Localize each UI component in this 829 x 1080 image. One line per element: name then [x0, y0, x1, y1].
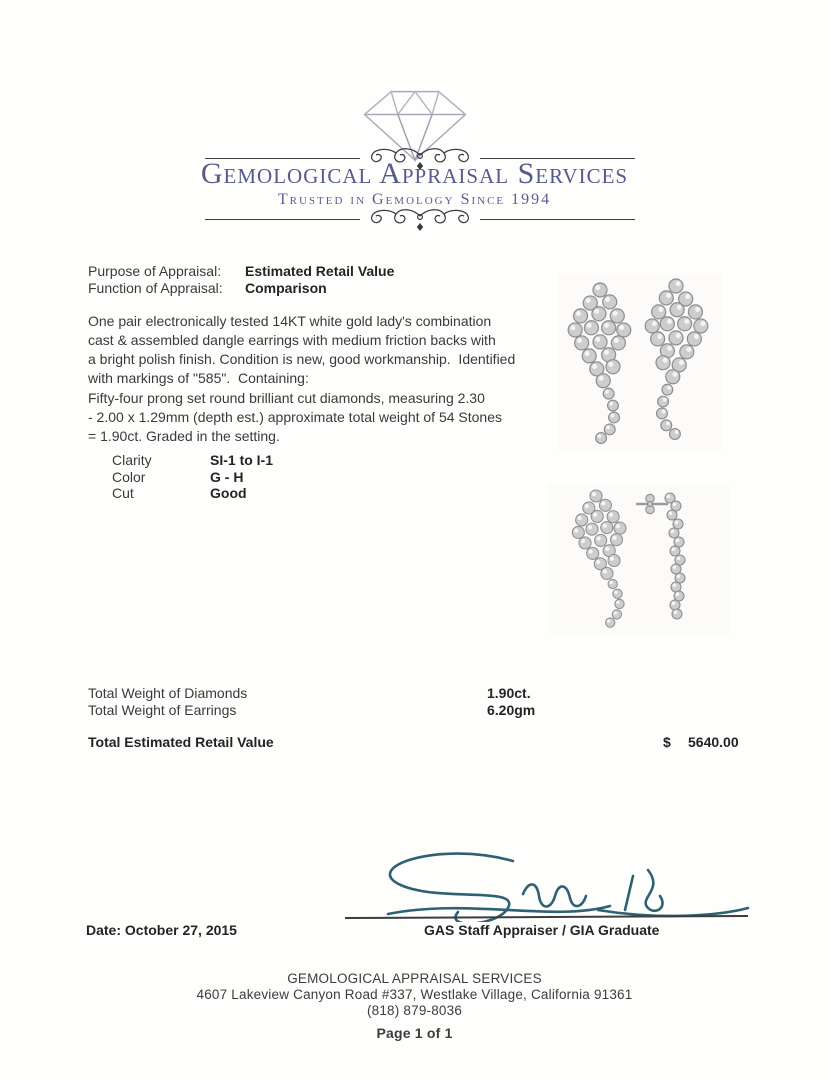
- grade-row-clarity: [112, 452, 273, 469]
- purpose-label: Purpose of Appraisal:: [88, 263, 222, 279]
- brand-title: Gemological Appraisal Services: [200, 157, 629, 190]
- brand-tagline: Trusted in Gemology Since 1994: [277, 191, 552, 208]
- earrings-front-pair-photo: [558, 274, 722, 450]
- header-divider-bottom: [205, 207, 635, 231]
- description-line: One pair electronically tested 14KT white gold lady's combination: [88, 313, 492, 329]
- total-weight-earrings-value: 6.20gm: [487, 702, 536, 718]
- handwritten-signature: [348, 846, 753, 922]
- grade-value: G - H: [210, 468, 244, 485]
- description-line: cast & assembled dangle earrings with medium friction backs with: [88, 332, 496, 348]
- description-line: = 1.90ct. Graded in the setting.: [88, 428, 280, 444]
- description-line: with markings of "585". Containing:: [88, 370, 309, 386]
- function-value: Comparison: [245, 280, 327, 296]
- purpose-value: Estimated Retail Value: [245, 263, 395, 279]
- grade-label: Cut: [112, 485, 134, 501]
- total-weight-diamonds-value: 1.90ct.: [487, 685, 531, 701]
- footer-phone: (818) 879-8036: [366, 1003, 463, 1018]
- grade-label: Clarity: [112, 452, 152, 468]
- total-weight-diamonds-label: Total Weight of Diamonds: [88, 685, 248, 701]
- divider-rule-right: [480, 219, 635, 220]
- total-retail-value-amount: 5640.00: [688, 734, 739, 750]
- grade-value: SI-1 to I-1: [210, 452, 274, 468]
- divider-rule-left: [205, 219, 360, 220]
- function-label: Function of Appraisal:: [88, 280, 223, 296]
- date-text: Date: October 27, 2015: [86, 922, 237, 938]
- grade-label: Color: [112, 468, 146, 485]
- total-retail-value-label: Total Estimated Retail Value: [88, 734, 274, 750]
- footer-company: GEMOLOGICAL APPRAISAL SERVICES: [287, 971, 542, 986]
- page-number: Page 1 of 1: [376, 1025, 453, 1041]
- currency-symbol: $: [663, 734, 671, 750]
- grade-row-color: [112, 469, 273, 486]
- diamond-description-paragraph: [88, 389, 502, 446]
- description-line: - 2.00 x 1.29mm (depth est.) approximate total weight of 54 Stones: [88, 409, 502, 425]
- signer-title: GAS Staff Appraiser / GIA Graduate: [424, 922, 660, 938]
- flourish-scroll-icon: [360, 206, 480, 232]
- total-weight-earrings-label: Total Weight of Earrings: [88, 702, 237, 718]
- grade-row-cut: [112, 485, 273, 502]
- description-line: a bright polish finish. Condition is new, good workmanship. Identified: [88, 351, 516, 367]
- footer-address: 4607 Lakeview Canyon Road #337, Westlake Village, California 91361: [196, 987, 633, 1002]
- item-description-paragraph: [88, 312, 515, 388]
- description-line: Fifty-four prong set round brilliant cut diamonds, measuring 2.30: [88, 390, 485, 406]
- earring-front-and-side-view-photo: [548, 484, 730, 634]
- grade-value: Good: [210, 485, 247, 501]
- grades-table: [112, 452, 273, 502]
